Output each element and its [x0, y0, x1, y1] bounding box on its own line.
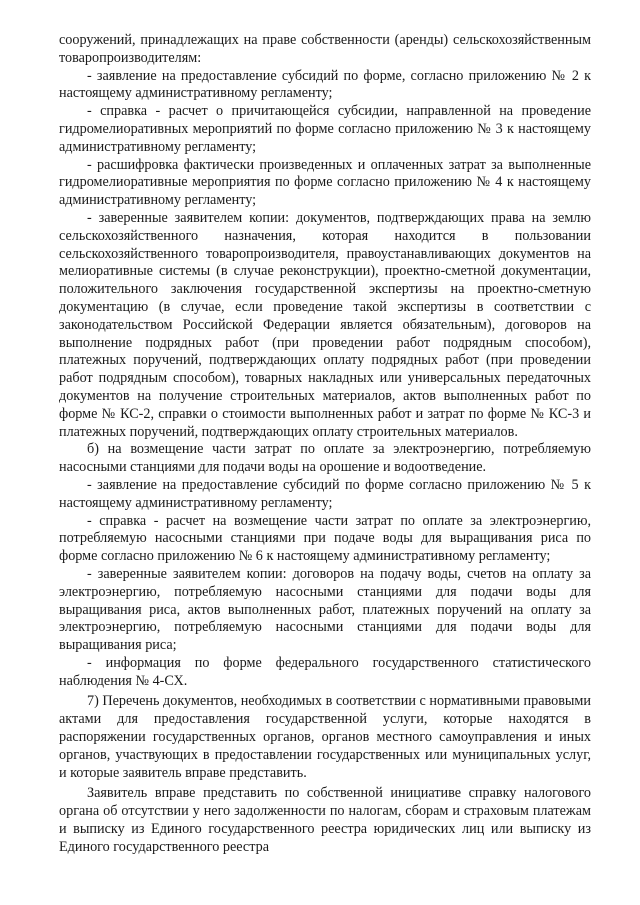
paragraph-continuation: сооружений, принадлежащих на праве собственности (аренды) сельскохозяйственным товаропроизводителям: [59, 32, 591, 66]
list-item-electricity-calculation: - справка - расчет на возмещение части затрат по оплате за электроэнергию, потребляемую насосными станциями при подаче воды для выращивания риса по форме согласно приложению № 6 к настоящему административному регламенту; [59, 512, 591, 565]
list-item-costs-breakdown: - расшифровка фактически произведенных и оплаченных затрат за выполненные гидромелиоративные мероприятия по форме согласно приложению № 4 к настоящему административному регламенту; [59, 156, 591, 209]
document-page [59, 32, 591, 857]
list-item-subsidy-calculation: - справка - расчет о причитающейся субсидии, направленной на проведение гидромелиоративных мероприятий по форме согласно приложению № 3 к настоящему административному регламенту; [59, 103, 591, 155]
list-item-water-supply-copies: - заверенные заявителем копии: договоров на подачу воды, счетов на оплату за электроэнергию, потребляемую насосными станциями для подачи воды для выращивания риса, актов выполненных работ, платежных поручений на оплату за электроэнергию, потребляемую насосными станциями для подачи воды для выращивания риса; [59, 565, 591, 654]
paragraph-electricity-costs: б) на возмещение части затрат по оплате за электроэнергию, потребляемую насосными станциями для подачи воды на орошение и водоотведение. [59, 441, 591, 476]
list-item-certified-copies: - заверенные заявителем копии: документов, подтверждающих права на землю сельскохозяйственного назначения, которая находится в пользовании сельскохозяйственного товаропроизводителя, правоустанавливающих документов на мелиоративные системы (в случае реконструкции), проектно-сметной документации, положительного заключения государственной экспертизы на проектно-сметную документацию (в случае, если проведение такой экспертизы в соответствии с законодательством Российской Федерации является обязательным), договоров на выполнение подрядных работ (при проведении работ подрядным способом), платежных поручений, подтверждающих оплату подрядных работ (при проведении работ подрядным способом), товарных накладных или универсальных передаточных документов на получение строительных материалов, актов выполненных работ по форме № КС-2, справки о стоимости выполненных работ и затрат по форме № КС-3 и платежных поручений, подтверждающих оплату строительных материалов. [59, 209, 591, 440]
list-item-application-form-5: - заявление на предоставление субсидий по форме согласно приложению № 5 к настоящему административному регламенту; [59, 476, 591, 511]
paragraph-documents-list: 7) Перечень документов, необходимых в соответствии с нормативными правовыми актами для предоставления государственной услуги, которые находятся в распоряжении государственных органов, органов местного самоуправления и иных органов, участвующих в предоставлении государственных или муниципальных услуг, и которые заявитель вправе представить. [59, 693, 591, 781]
paragraph-applicant-rights: Заявитель вправе представить по собственной инициативе справку налогового органа об отсутствии у него задолженности по налогам, сборам и страховым платежам и выписку из Единого государственного реестра юридических лиц или выписку из Единого государственного реестра [59, 785, 591, 855]
list-item-statistical-form: - информация по форме федерального государственного статистического наблюдения № 4-СХ. [59, 654, 591, 689]
list-item-application-form-2: - заявление на предоставление субсидий по форме, согласно приложению № 2 к настоящему административному регламенту; [59, 67, 591, 102]
